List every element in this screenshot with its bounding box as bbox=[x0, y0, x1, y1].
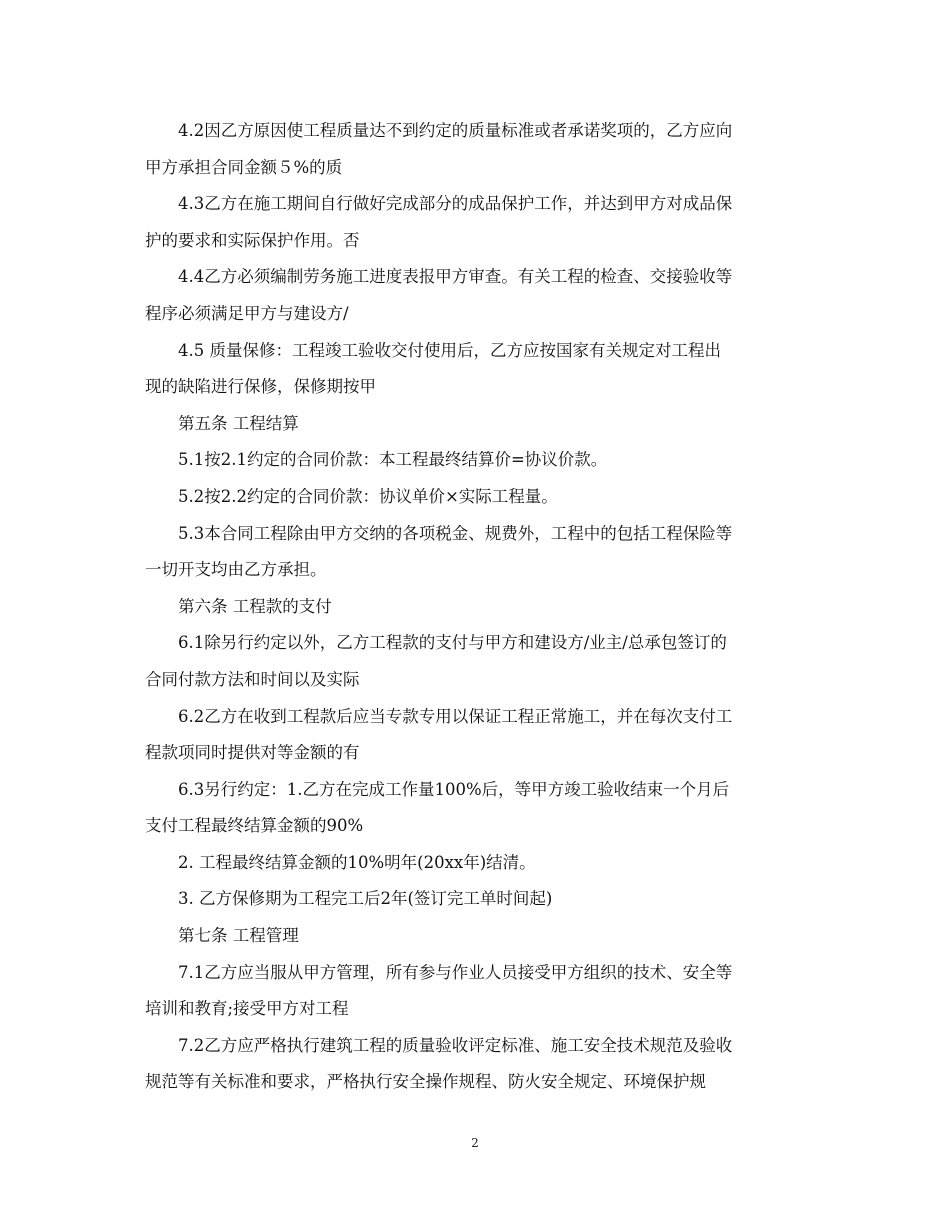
text-line: 5.3本合同工程除由甲方交纳的各项税金、规费外，工程中的包括工程保险等 bbox=[178, 523, 733, 543]
document-body bbox=[145, 113, 815, 1101]
text-line: 4.4乙方必须编制劳务施工进度表报甲方审查。有关工程的检查、交接验收等 bbox=[178, 267, 733, 287]
text-line: 3. 乙方保修期为工程完工后2年(签订完工单时间起) bbox=[178, 889, 553, 909]
text-line: 合同付款方法和时间以及实际 bbox=[145, 669, 360, 689]
text-line: 培训和教育;接受甲方对工程 bbox=[145, 999, 349, 1019]
text-line: 6.1除另行约定以外，乙方工程款的支付与甲方和建设方/业主/总承包签订的 bbox=[178, 633, 727, 653]
text-line: 第五条 工程结算 bbox=[178, 413, 299, 433]
text-line: 5.1按2.1约定的合同价款：本工程最终结算价=协议价款。 bbox=[178, 450, 608, 470]
text-line: 护的要求和实际保护作用。否 bbox=[145, 230, 360, 250]
text-line: 7.1乙方应当服从甲方管理，所有参与作业人员接受甲方组织的技术、安全等 bbox=[178, 962, 733, 982]
text-line: 5.2按2.2约定的合同价款：协议单价×实际工程量。 bbox=[178, 486, 558, 506]
text-line: 6.3另行约定：1.乙方在完成工作量100%后，等甲方竣工验收结束一个月后 bbox=[178, 779, 730, 799]
text-line: 4.2因乙方原因使工程质量达不到约定的质量标准或者承诺奖项的，乙方应向 bbox=[178, 121, 733, 140]
text-line: 2. 工程最终结算金额的10%明年(20xx年)结清。 bbox=[178, 852, 536, 872]
text-line: 程序必须满足甲方与建设方/ bbox=[145, 303, 349, 323]
text-line: 7.2乙方应严格执行建筑工程的质量验收评定标准、施工安全技术规范及验收 bbox=[178, 1035, 733, 1055]
text-line: 现的缺陷进行保修，保修期按甲 bbox=[145, 377, 376, 397]
text-line: 第七条 工程管理 bbox=[178, 926, 299, 946]
text-line: 程款项同时提供对等金额的有 bbox=[145, 743, 360, 763]
text-line: 第六条 工程款的支付 bbox=[178, 596, 332, 616]
text-line: 支付工程最终结算金额的90% bbox=[145, 816, 364, 836]
text-line: 6.2乙方在收到工程款后应当专款专用以保证工程正常施工，并在每次支付工 bbox=[178, 706, 733, 726]
page-number: 2 bbox=[471, 1136, 479, 1150]
text-line: 规范等有关标准和要求，严格执行安全操作规程、防火安全规定、环境保护规 bbox=[145, 1072, 706, 1092]
text-line: 甲方承担合同金额５%的质 bbox=[145, 157, 343, 177]
text-line: 一切开支均由乙方承担。 bbox=[145, 560, 327, 580]
text-line: 4.3乙方在施工期间自行做好完成部分的成品保护工作，并达到甲方对成品保 bbox=[178, 194, 733, 214]
text-line: 4.5 质量保修：工程竣工验收交付使用后，乙方应按国家有关规定对工程出 bbox=[178, 340, 721, 360]
